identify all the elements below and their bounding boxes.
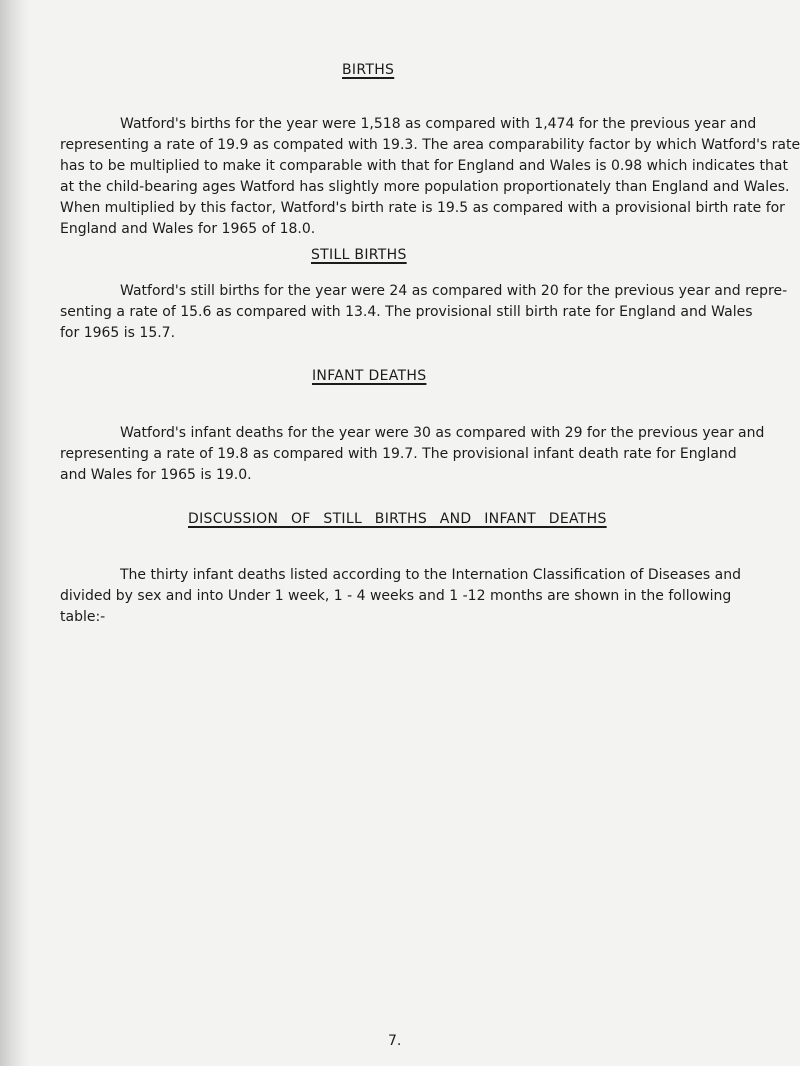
still-births-paragraph xyxy=(60,281,788,344)
paragraph-line: representing a rate of 19.8 as compared with 19.7. The provisional infant death rate for England xyxy=(60,446,737,462)
paragraph-line: for 1965 is 15.7. xyxy=(60,325,176,341)
infant-deaths-heading: INFANT DEATHS xyxy=(312,368,427,384)
paragraph-line: at the child-bearing ages Watford has slightly more population proportionately than England and Wales. xyxy=(60,179,790,195)
paragraph-line: England and Wales for 1965 of 18.0. xyxy=(60,221,316,237)
paragraph-line: senting a rate of 15.6 as compared with 13.4. The provisional still birth rate for England and Wales xyxy=(60,304,753,320)
births-paragraph xyxy=(60,114,800,240)
discussion-heading: DISCUSSION OF STILL BIRTHS AND INFANT DEATHS xyxy=(188,511,607,527)
paragraph-line: When multiplied by this factor, Watford's birth rate is 19.5 as compared with a provisional birth rate for xyxy=(60,200,785,216)
paragraph-line: Watford's infant deaths for the year were 30 as compared with 29 for the previous year and xyxy=(120,425,765,441)
paragraph-line: divided by sex and into Under 1 week, 1 - 4 weeks and 1 -12 months are shown in the following xyxy=(60,588,732,604)
paragraph-line: Watford's still births for the year were 24 as compared with 20 for the previous year and repre- xyxy=(120,283,788,299)
paragraph-line: and Wales for 1965 is 19.0. xyxy=(60,467,252,483)
paragraph-line: representing a rate of 19.9 as compated with 19.3. The area comparability factor by which Watford's rate xyxy=(60,137,800,153)
infant-deaths-paragraph xyxy=(60,423,765,486)
paragraph-line: Watford's births for the year were 1,518 as compared with 1,474 for the previous year and xyxy=(120,116,757,132)
page-number: 7. xyxy=(388,1033,402,1049)
paragraph-line: The thirty infant deaths listed according to the Internation Classification of Diseases and xyxy=(120,567,741,583)
paragraph-line: table:- xyxy=(60,609,106,625)
paragraph-line: has to be multiplied to make it comparable with that for England and Wales is 0.98 which indicates that xyxy=(60,158,788,174)
discussion-paragraph xyxy=(60,565,750,628)
births-heading: BIRTHS xyxy=(342,62,395,78)
still-births-heading: STILL BIRTHS xyxy=(311,247,407,263)
